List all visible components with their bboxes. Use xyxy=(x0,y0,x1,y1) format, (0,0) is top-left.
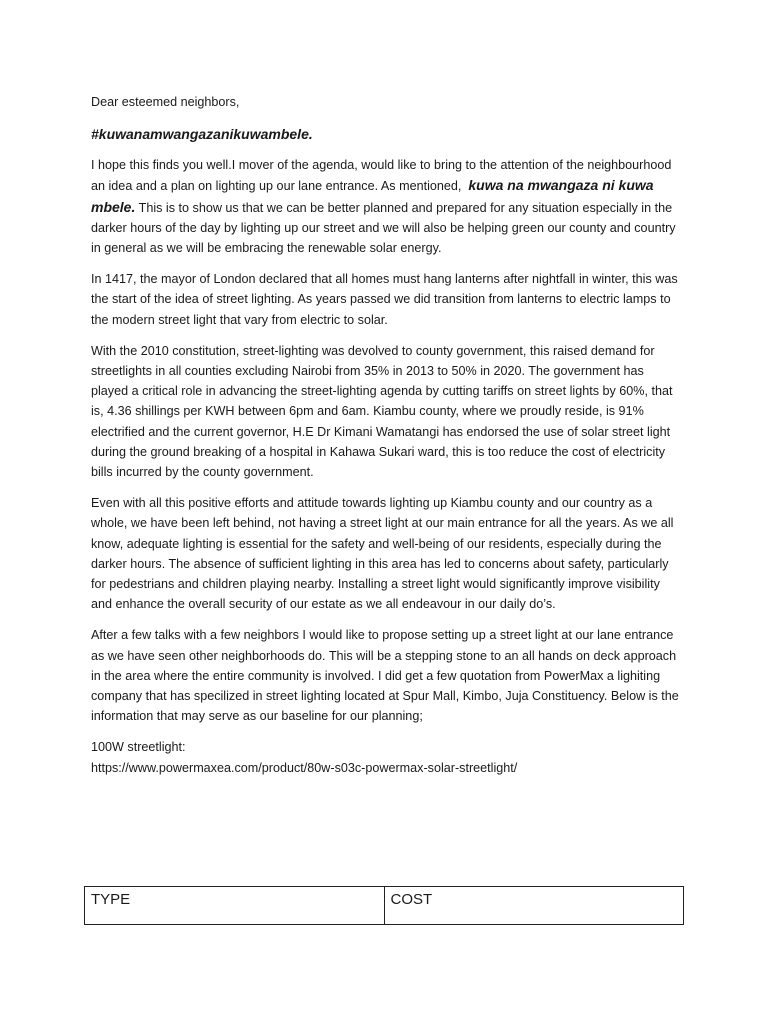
paragraph-concerns: Even with all this positive efforts and attitude towards lighting up Kiambu county and our country as a whole, we have been left behind, not having a street light at our main entrance for all the years. As we all know, adequate lighting is essential for the safety and well-being of our residents, especially during the darker hours. The absence of sufficient lighting in this area has led to concerns about safety, particularly for pedestrians and children playing nearby. Installing a street light would significantly improve visibility and enhance the overall security of our estate as we all endeavour in our daily do’s. xyxy=(91,496,674,612)
hashtag-heading: #kuwanamwangazanikuwambele. xyxy=(91,126,313,143)
intro-text-after: This is to show us that we can be better planned and prepared for any situation especially in the darker hours of the day by lighting up our street and we will also be helping green our county and country in general as we will be embracing the renewable solar energy. xyxy=(91,200,676,256)
paragraph-proposal: After a few talks with a few neighbors I would like to propose setting up a street light at our lane entrance as we have seen other neighborhoods do. This will be a stepping stone to an all hands on deck approach in the area where the entire community is involved. I did get a few quotation from PowerMax a lighiting company that has specilized in street lighting located at Spur Mall, Kimbo, Juja Constituency. Below is the information that may serve as our baseline for our planning; xyxy=(91,628,679,724)
product-info xyxy=(91,737,681,777)
paragraph-constitution: With the 2010 constitution, street-lighting was devolved to county government, this raised demand for streetlights in all counties excluding Nairobi from 35% in 2013 to 50% in 2020. The government has played a critical role in advancing the street-lighting agenda by cutting tariffs on street lights by 60%, that is, 4.36 shillings per KWH between 6pm and 6am. Kiambu county, where we proudly reside, is 91% electrified and the current governor, H.E Dr Kimani Wamatangi has endorsed the use of solar street light during the ground breaking of a hospital in Kahawa Sukari ward, this is too reduce the cost of electricity bills incurred by the county government. xyxy=(91,343,673,480)
intro-text-before: I hope this finds you well.I mover of the agenda, would like to bring to the attention of the neighbourhood an idea and a plan on lighting up our lane entrance. As mentioned, xyxy=(91,158,672,194)
table-header-cost: COST xyxy=(384,887,684,925)
product-link[interactable]: https://www.powermaxea.com/product/80w-s03c-powermax-solar-streetlight/ xyxy=(91,760,518,775)
table-header-type: TYPE xyxy=(85,887,385,925)
greeting: Dear esteemed neighbors, xyxy=(91,95,240,109)
quotation-table xyxy=(84,886,684,925)
letter-body xyxy=(91,92,681,778)
paragraph-history: In 1417, the mayor of London declared that all homes must hang lanterns after nightfall in winter, this was the start of the idea of street lighting. As years passed we did transition from lanterns to electric lamps to the modern street light that vary from electric to solar. xyxy=(91,272,678,327)
table-header-row xyxy=(85,887,684,925)
motto-text: kuwa na mwangaza ni kuwa mbele. xyxy=(91,177,654,215)
product-label: 100W streetlight: xyxy=(91,740,186,755)
paragraph-intro xyxy=(91,155,681,258)
